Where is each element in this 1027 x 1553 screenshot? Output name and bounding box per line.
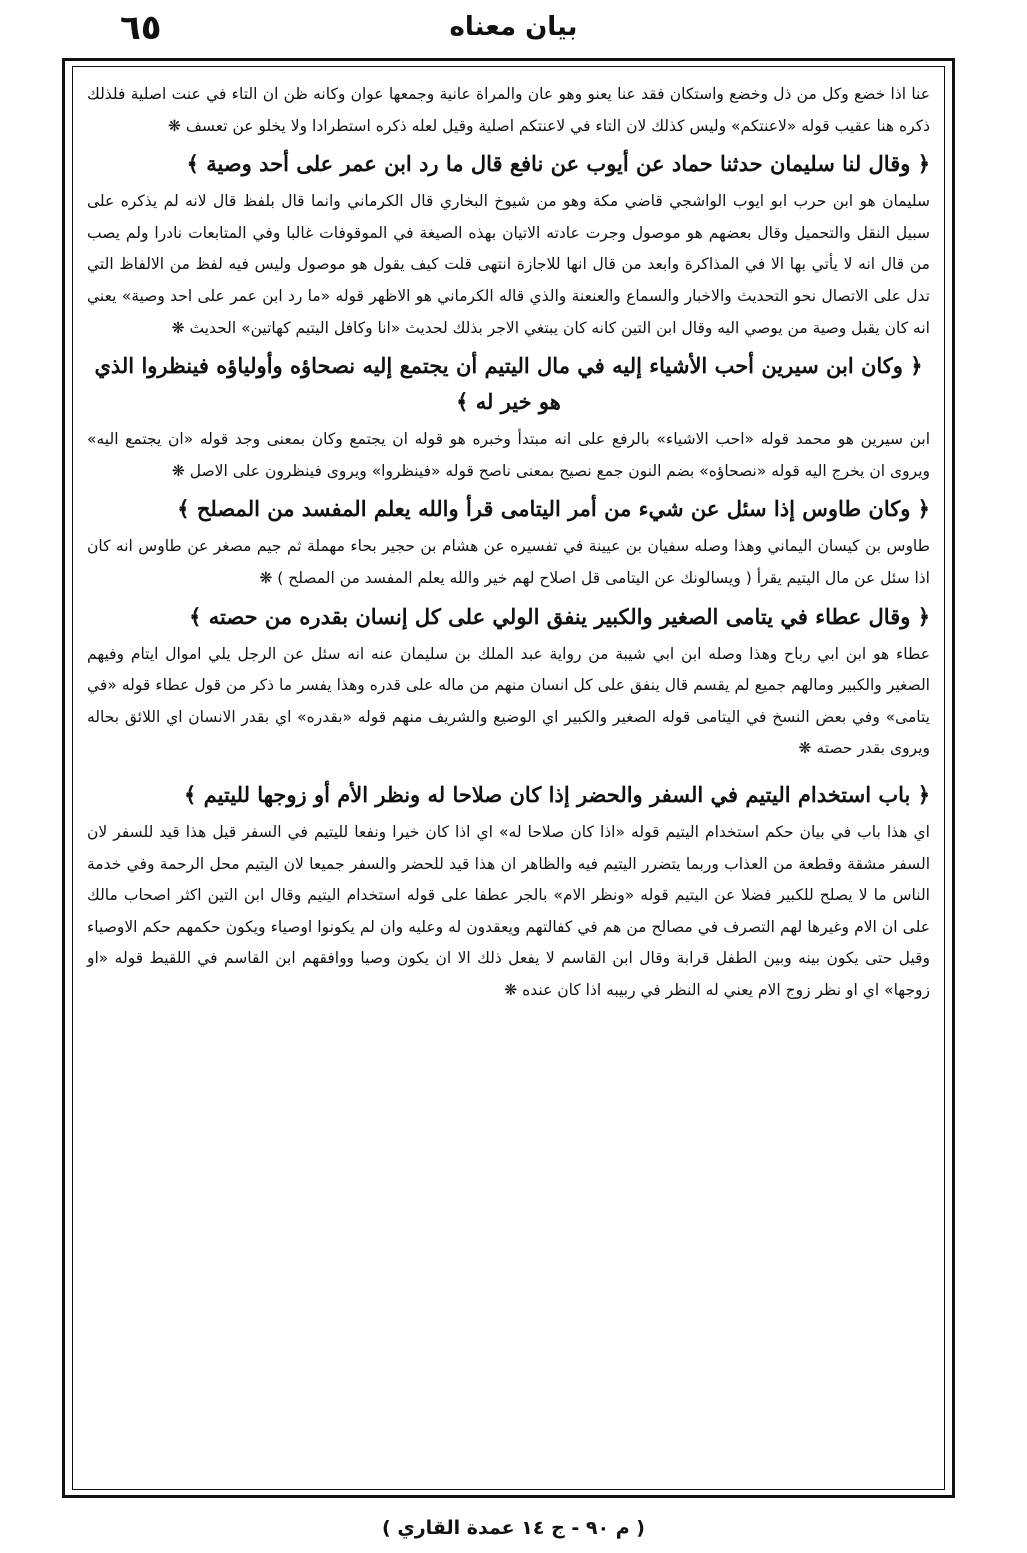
hadith-heading: ﴿ وقال عطاء في يتامى الصغير والكبير ينفق الولي على كل إنسان بقدره من حصته ﴾ bbox=[189, 603, 930, 629]
commentary-paragraph: عطاء هو ابن ابي رباح وهذا وصله ابن ابي شيبة من رواية عبد الملك بن سليمان عنه انه سئل عن الرجل يلي اموال ايتام وفيهم الصغير والكبير ومالهم جميع لم يقسم قال ينفق على كل انسان منهم من ماله على قدره وهذا يفسر ما ذكر من قول عطاء قوله «في يتامى» وفي بعض النسخ في اليتامى قوله الصغير والكبير اي الوضيع والشريف منهم قوله «بقدره» اي بقدر الانسان اي اللائق بحاله ويروى بقدر حصته ❋ bbox=[87, 644, 930, 758]
hadith-heading: ﴿ وكان طاوس إذا سئل عن شيء من أمر اليتامى قرأ والله يعلم المفسد من المصلح ﴾ bbox=[177, 496, 930, 522]
commentary-paragraph: اي هذا باب في بيان حكم استخدام اليتيم قوله «اذا كان صلاحا له» اي اذا كان خيرا ونفعا لليتيم في السفر قيل هذا قيد للسفر لان السفر مشقة وقطعة من العذاب وربما يتضرر اليتيم فيه والظاهر ان هذا قيد للحضر والسفر جميعا لان اليتيم محل الرحمة وفي خدمة الناس ما لا يصلح للكبير فضلا عن اليتيم قوله «ونظر الام» بالجر عطفا على قوله استخدام اليتيم وقال ابن التين اكثر اصحاب مالك على ان الام وغيرها لهم التصرف في مصالح من هم في كفالتهم ويعقدون له وعليه وان لم يكونوا اوصياء ويكون حكمهم حكم الاوصياء وقيل حتى يكون بينه وبين الطفل قرابة وقال ابن القاسم لا يفعل ذلك الا ان يكون وصيا ووافقهم ابن القاسم في اللقيط قوله «او زوجها» اي او نظر زوج الام يعني له النظر في ربيبه اذا كان عنده ❋ bbox=[87, 822, 930, 999]
hadith-heading: ﴿ باب استخدام اليتيم في السفر والحضر إذا كان صلاحا له ونظر الأم أو زوجها لليتيم ﴾ bbox=[184, 781, 930, 807]
section-gap bbox=[87, 765, 930, 773]
hadith-heading: ﴿ وقال لنا سليمان حدثنا حماد عن أيوب عن نافع قال ما رد ابن عمر على أحد وصية ﴾ bbox=[186, 151, 930, 177]
footer-signature: ( م ٩٠ - ج ١٤ عمدة القاري ) bbox=[382, 1517, 645, 1539]
commentary-paragraph: طاوس بن كيسان اليماني وهذا وصله سفيان بن عيينة في تفسيره عن هشام بن حجير بحاء مهملة ثم جيم مصغر عن طاوس انه كان اذا سئل عن مال اليتيم يقرأ ( ويسالونك عن اليتامى قل اصلاح لهم خير والله يعلم المفسد من المصلح ) ❋ bbox=[87, 537, 930, 587]
commentary-paragraph: سليمان هو ابن حرب ابو ايوب الواشجي قاضي مكة وهو من شيوخ البخاري قال الكرماني وانما قال بلفظ قال لانه لم يذكره على سبيل النقل والتحميل وقال بعضهم هو موصول وجرت عادته الاتيان بهذه الصيغة في الموقوفات غالبا وفي المتابعات نادرا ولم يصب من قال انه لا يأتي بها الا في المذاكرة وابعد من قال انها للاجازة انتهى قلت كيف يقول هو موصول وليس فيه لفظ من الالفاظ التي تدل على الاتصال نحو التحديث والاخبار والسماع والعنعنة والذي قاله الكرماني هو الاظهر قوله «ما رد ابن عمر على احد وصية» يعني انه كان يقبل وصية من يوصي اليه وقال ابن التين كانه كان يبتغي الاجر بذلك لحديث «انا وكافل اليتيم كهاتين» الحديث ❋ bbox=[87, 192, 930, 337]
page-number: ٦٥ bbox=[120, 8, 162, 48]
commentary-paragraph: ابن سيرين هو محمد قوله «احب الاشياء» بالرفع على انه مبتدأ وخبره هو قوله ان يجتمع وكان بمعنى وجد قوله «ان يجتمع اليه» ويروى ان يخرج اليه قوله «نصحاؤه» بضم النون جمع نصيح بمعنى ناصح قوله «فينظروا» ويروى فينظرون على الاصل ❋ bbox=[87, 430, 930, 480]
page-body bbox=[72, 66, 945, 1490]
hadith-heading: ﴿ وكان ابن سيرين أحب الأشياء إليه في مال اليتيم أن يجتمع إليه نصحاؤه وأولياؤه فينظروا الذي هو خير له ﴾ bbox=[94, 353, 923, 415]
commentary-paragraph: عنا اذا خضع وكل من ذل وخضع واستكان فقد عنا يعنو وهو عان والمراة عانية وجمعها عوان وكانه ظن ان التاء في عنت اصلية فلذلك ذكره هنا عقيب قوله «لاعنتكم» وليس كذلك لان التاء في لاعنتكم اصلية وقيل لعله ذكره استطرادا ولا يخلو عن تعسف ❋ bbox=[87, 85, 930, 135]
running-header: بيان معناه bbox=[449, 12, 578, 42]
